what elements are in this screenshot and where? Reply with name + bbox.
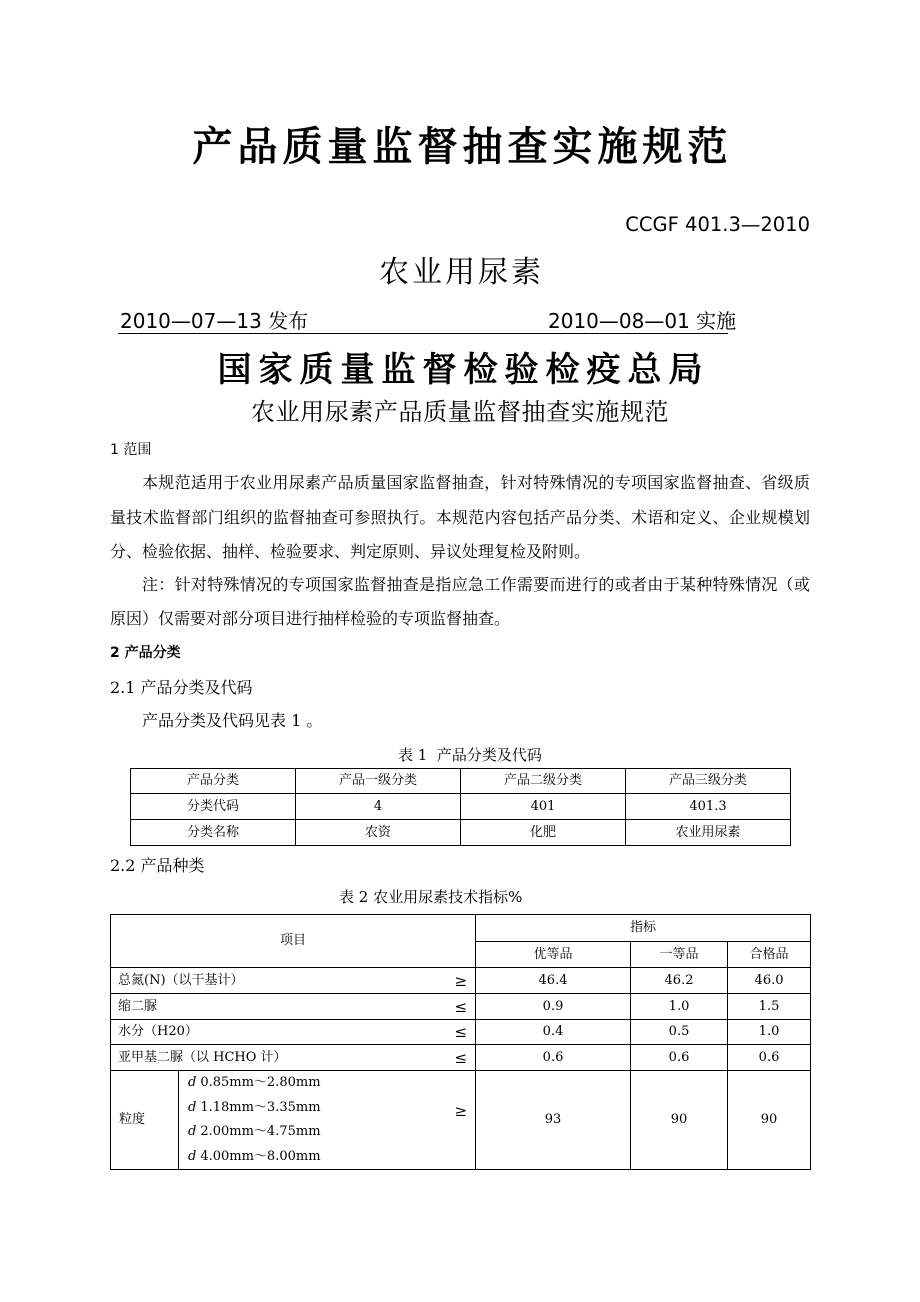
section-2-heading: 2 产品分类: [110, 645, 181, 661]
table-header-row: [111, 915, 811, 942]
particle-range-cell: [179, 1071, 476, 1170]
note-paragraph-line: 原因）仅需要对部分项目进行抽样检验的专项监督抽查。: [110, 609, 511, 628]
table-row: [111, 968, 811, 994]
diameter-symbol: d: [188, 1124, 197, 1139]
table-cell: 农资: [296, 820, 461, 846]
table-row: [111, 1045, 811, 1071]
item-cell-content: [111, 973, 475, 989]
document-subtitle: 农业用尿素产品质量监督抽查实施规范: [250, 398, 670, 426]
value-cell: 1.5: [728, 994, 811, 1020]
item-cell-content: [111, 1024, 475, 1040]
table-cell: 401.3: [626, 794, 791, 820]
technical-indicator-table: [110, 914, 811, 1170]
effective-date: 2010—08—01 实施: [548, 309, 737, 333]
date-line: [118, 309, 737, 334]
item-cell-content: [111, 999, 475, 1015]
issuer-name: 国家质量监督检验检疫总局: [217, 350, 710, 390]
particle-range-value: 0.85mm～2.80mm: [200, 1075, 321, 1090]
table-row: [111, 994, 811, 1020]
table-cell: 化肥: [461, 820, 626, 846]
table-cell: 产品二级分类: [461, 769, 626, 794]
grade-header: 一等品: [631, 942, 728, 968]
product-name: 农业用尿素: [379, 255, 544, 290]
table-cell: 农业用尿素: [626, 820, 791, 846]
indicator-column-header: 指标: [476, 915, 811, 942]
table-cell: 产品一级分类: [296, 769, 461, 794]
item-column-header: 项目: [111, 915, 476, 968]
value-cell: 46.0: [728, 968, 811, 994]
item-cell: [111, 1020, 476, 1045]
value-cell: 0.9: [476, 994, 631, 1020]
value-cell: 90: [631, 1071, 728, 1170]
grade-header: 优等品: [476, 942, 631, 968]
scope-paragraph-line: 量技术监督部门组织的监督抽查可参照执行。本规范内容包括产品分类、术语和定义、企业规模划: [110, 508, 810, 527]
diameter-symbol: d: [188, 1099, 197, 1115]
comparison-symbol: ≤: [454, 1023, 468, 1041]
standard-code: CCGF 401.3—2010: [625, 213, 810, 236]
comparison-symbol: ≤: [454, 1048, 468, 1067]
diameter-symbol: d: [188, 1075, 197, 1090]
publish-date: 2010—07—13 发布: [120, 309, 309, 333]
table-row: [131, 769, 791, 794]
particle-range-line: [188, 1071, 475, 1096]
item-cell: [111, 994, 476, 1020]
particle-range-line: [188, 1145, 475, 1170]
value-cell: 0.4: [476, 1020, 631, 1045]
value-cell: 46.4: [476, 968, 631, 994]
value-cell: 0.5: [631, 1020, 728, 1045]
note-paragraph-line: 注：针对特殊情况的专项国家监督抽查是指应急工作需要而进行的或者由于某种特殊情况（或: [142, 575, 810, 594]
item-label: 缩二脲: [118, 998, 158, 1014]
item-cell: [111, 968, 476, 994]
value-cell: 0.6: [728, 1045, 811, 1071]
table-cell: 产品分类: [131, 769, 296, 794]
product-classification-table: [130, 768, 791, 846]
value-cell: 90: [728, 1071, 811, 1170]
particle-range-line: [188, 1096, 475, 1121]
particle-range-line: [188, 1120, 475, 1145]
scope-paragraph-line: 分、检验依据、抽样、检验要求、判定原则、异议处理复检及附则。: [110, 542, 591, 561]
item-cell: [111, 1045, 476, 1071]
table-cell: 401: [461, 794, 626, 820]
particle-range-value: 4.00mm～8.00mm: [200, 1148, 321, 1164]
value-cell: 0.6: [631, 1045, 728, 1071]
table-row: [131, 794, 791, 820]
table-2-caption: 表 2 农业用尿素技术指标%: [339, 888, 523, 906]
particle-size-label: 粒度: [111, 1071, 179, 1170]
section-1-heading: 1 范围: [110, 442, 152, 458]
comparison-symbol: ≥: [454, 971, 468, 990]
document-title: 产品质量监督抽查实施规范: [192, 124, 733, 170]
table-cell: 产品三级分类: [626, 769, 791, 794]
grade-header: 合格品: [728, 942, 811, 968]
subsection-2-2-heading: 2.2 产品种类: [110, 856, 205, 875]
particle-range-value: 1.18mm～3.35mm: [200, 1099, 321, 1115]
value-cell: 1.0: [728, 1020, 811, 1045]
value-cell: 0.6: [476, 1045, 631, 1071]
item-label: 亚甲基二脲（以 HCHO 计）: [118, 1049, 287, 1065]
table-cell: 分类名称: [131, 820, 296, 846]
item-label: 总氮(N)（以干基计）: [118, 972, 244, 988]
table-cell: 4: [296, 794, 461, 820]
value-cell: 93: [476, 1071, 631, 1170]
scope-paragraph-line: 本规范适用于农业用尿素产品质量国家监督抽查，针对特殊情况的专项国家监督抽查、省级质: [142, 473, 810, 492]
particle-range-list: [179, 1071, 475, 1169]
comparison-symbol: ≥: [454, 1102, 468, 1120]
table-1-caption: 表 1 产品分类及代码: [398, 746, 542, 764]
diameter-symbol: d: [188, 1148, 197, 1164]
table-row: [131, 820, 791, 846]
table-1-reference-text: 产品分类及代码见表 1 。: [142, 711, 323, 730]
item-label: 水分（H20）: [118, 1024, 198, 1039]
value-cell: 1.0: [631, 994, 728, 1020]
particle-size-row: [111, 1071, 811, 1170]
item-cell-content: [111, 1050, 475, 1066]
comparison-symbol: ≤: [454, 997, 468, 1016]
table-row: [111, 1020, 811, 1045]
value-cell: 46.2: [631, 968, 728, 994]
table-cell: 分类代码: [131, 794, 296, 820]
particle-range-value: 2.00mm～4.75mm: [200, 1124, 321, 1139]
subsection-2-1-heading: 2.1 产品分类及代码: [110, 678, 253, 697]
